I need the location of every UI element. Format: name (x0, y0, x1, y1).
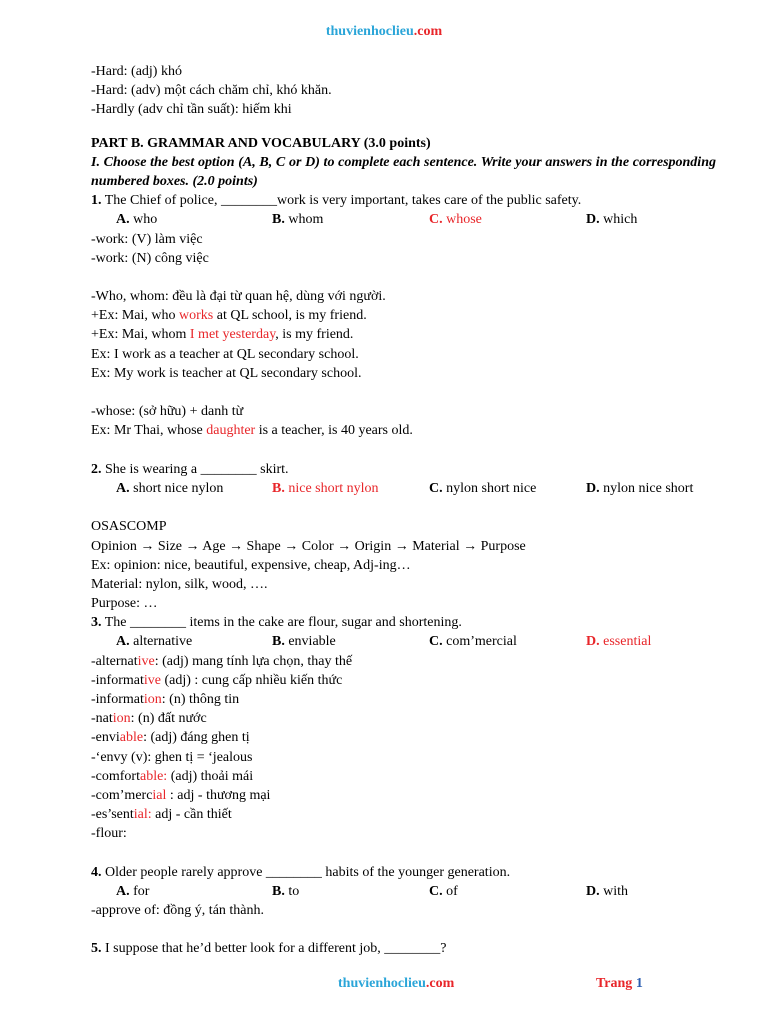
option-a: A. short nice nylon (116, 480, 224, 496)
question-number: 3. (91, 615, 102, 631)
part-b-heading: PART B. GRAMMAR AND VOCABULARY (3.0 points) (91, 135, 431, 151)
question-text: She is wearing a ________ skirt. (101, 461, 289, 477)
question-3 (91, 613, 716, 632)
page-number: Trang 1 (596, 976, 643, 991)
option-d: D. with (586, 883, 629, 899)
option-b: B. whom (272, 212, 324, 228)
option-d: D. which (586, 212, 638, 228)
question-4 (91, 863, 716, 882)
vocab-line: -comfortable: (adj) thoải mái (91, 768, 254, 784)
option-c: C. com’mercial (429, 634, 517, 650)
document-body (91, 62, 716, 959)
question-4-options (91, 882, 716, 901)
question-text: The ________ items in the cake are flour, sugar and shortening. (101, 615, 462, 631)
note-line: Purpose: … (91, 596, 158, 612)
question-1-options (91, 210, 716, 229)
intro-line: -Hardly (adv chỉ tần suất): hiếm khi (91, 102, 292, 118)
note-line: Material: nylon, silk, wood, …. (91, 576, 268, 592)
option-a: A. who (116, 212, 158, 228)
note-line: -whose: (sở hữu) + danh từ (91, 404, 244, 420)
question-3-options (91, 632, 716, 651)
header-site-domain: .com (413, 24, 443, 39)
instruction-text: I. Choose the best option (A, B, C or D) to complete each sentence. Write your answers in the corresponding numbered boxes. (2.0 points) (91, 154, 716, 189)
question-number: 1. (91, 193, 102, 209)
vocab-line: -informative (adj) : cung cấp nhiều kiến thức (91, 672, 343, 688)
option-c: C. nylon short nice (429, 480, 537, 496)
option-d: D. nylon nice short (586, 480, 694, 496)
header-site-name: thuvienhoclieu (325, 24, 414, 39)
question-number: 4. (91, 864, 102, 880)
intro-line: -Hard: (adj) khó (91, 64, 182, 79)
note-line: -approve of: đồng ý, tán thành. (91, 903, 265, 919)
example-line: +Ex: Mai, who works at QL school, is my friend. (91, 308, 367, 324)
vocab-line: -alternative: (adj) mang tính lựa chọn, thay thế (91, 653, 353, 669)
vocab-line: -information: (n) thông tin (91, 692, 240, 708)
example-line: Ex: My work is teacher at QL secondary school. (91, 365, 362, 381)
vocab-line: -nation: (n) đất nước (91, 711, 207, 727)
option-c: C. of (429, 883, 458, 899)
question-5 (91, 939, 716, 958)
option-c-correct: C. whose (429, 212, 482, 228)
option-b-correct: B. nice short nylon (272, 480, 379, 496)
option-d-correct: D. essential (586, 634, 652, 650)
option-b: B. enviable (272, 634, 336, 650)
note-line: OSASCOMP (91, 519, 167, 535)
option-a: A. for (116, 883, 150, 899)
example-line: Ex: Mr Thai, whose daughter is a teacher, is 40 years old. (91, 423, 413, 439)
vocab-line: -flour: (91, 826, 127, 842)
intro-line: -Hard: (adv) một cách chăm chỉ, khó khăn. (91, 83, 332, 99)
question-2-options (91, 479, 716, 498)
note-line: Opinion → Size → Age → Shape → Color → Origin → Material → Purpose (91, 538, 526, 554)
page-header (0, 24, 768, 40)
question-2 (91, 460, 716, 479)
question-text: I suppose that he’d better look for a different job, ________? (101, 941, 447, 957)
option-a: A. alternative (116, 634, 193, 650)
example-line: Ex: I work as a teacher at QL secondary school. (91, 346, 359, 362)
page-footer (0, 976, 768, 996)
question-number: 5. (91, 941, 102, 957)
example-line: +Ex: Mai, whom I met yesterday, is my friend. (91, 327, 354, 343)
vocab-line: -‘envy (v): ghen tị = ‘jealous (91, 749, 253, 765)
note-line: -Who, whom: đều là đại từ quan hệ, dùng với người. (91, 289, 386, 305)
note-line: -work: (N) công việc (91, 250, 209, 266)
question-text: Older people rarely approve ________ habits of the younger generation. (101, 864, 511, 880)
option-b: B. to (272, 883, 300, 899)
footer-site: thuvienhoclieu.com (338, 976, 455, 991)
note-line: Ex: opinion: nice, beautiful, expensive, cheap, Adj-ing… (91, 557, 411, 573)
question-1 (91, 191, 716, 210)
vocab-line: -com’mercial : adj - thương mại (91, 787, 271, 803)
question-text: The Chief of police, ________work is very important, takes care of the public safety. (101, 193, 582, 209)
note-line: -work: (V) làm việc (91, 231, 203, 247)
vocab-line: -es’sential: adj - cần thiết (91, 807, 232, 823)
vocab-line: -enviable: (adj) đáng ghen tị (91, 730, 250, 746)
question-number: 2. (91, 461, 102, 477)
